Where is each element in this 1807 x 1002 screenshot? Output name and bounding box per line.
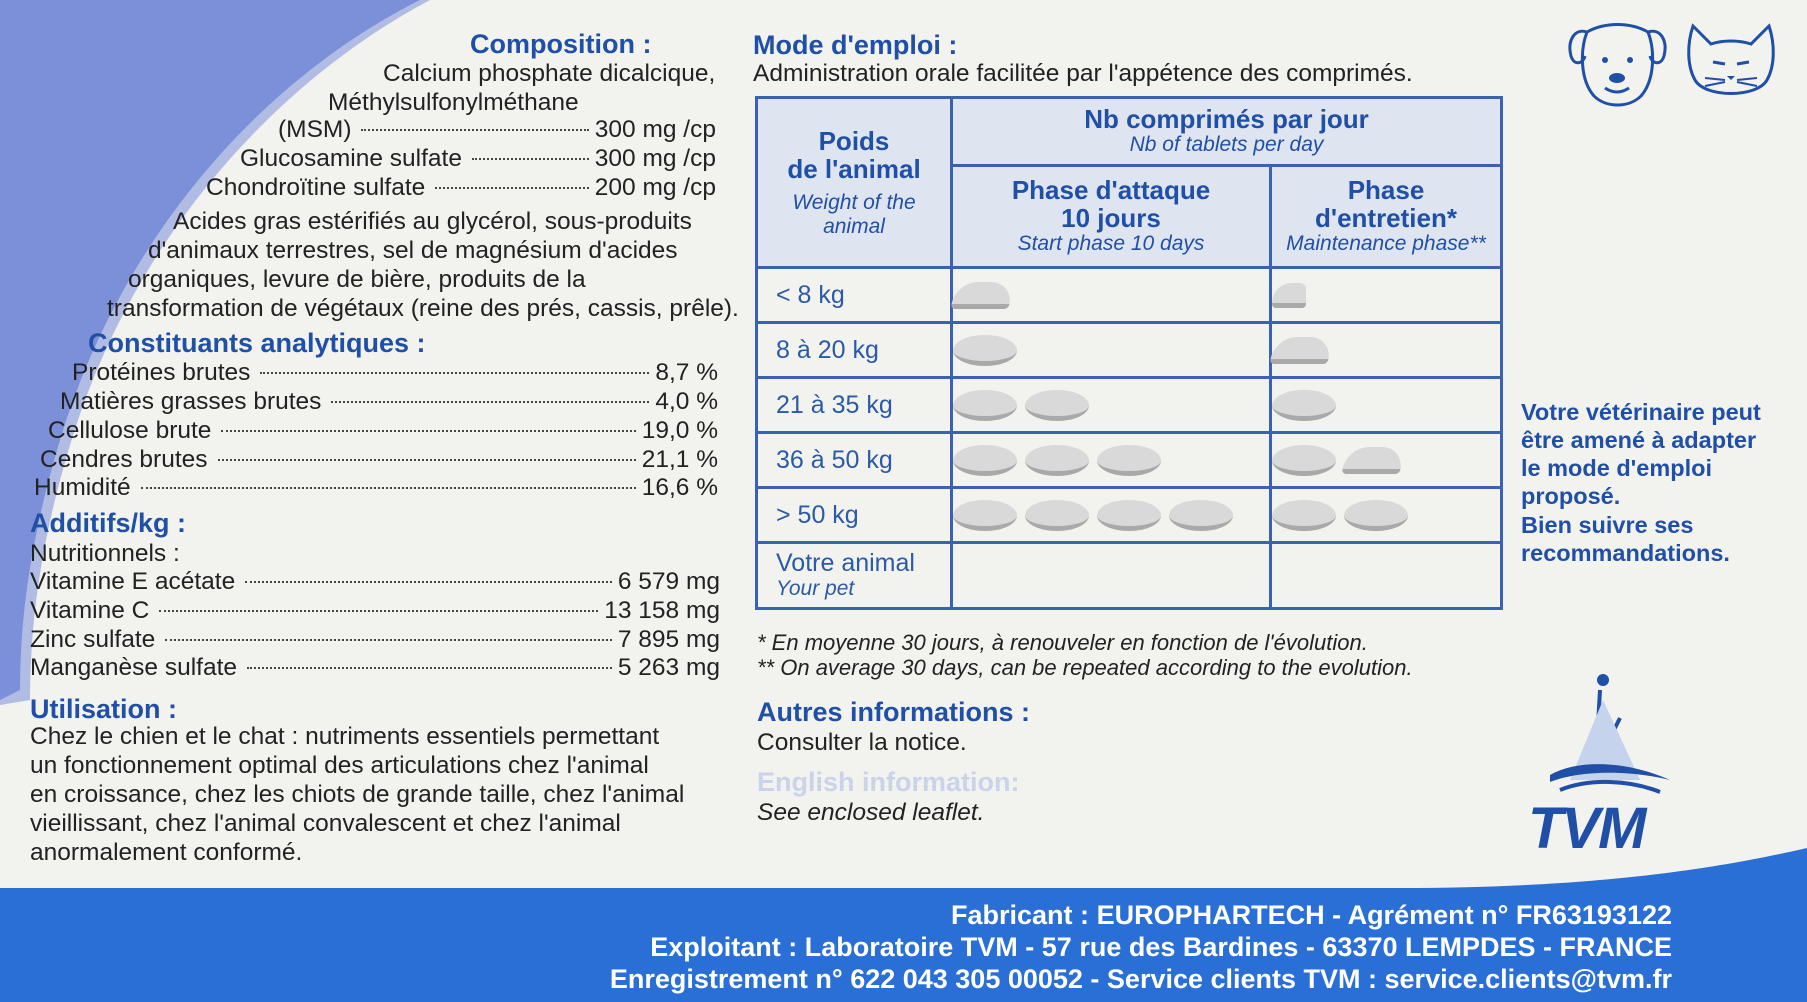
footnote-en: ** On average 30 days, can be repeated according to the evolution. bbox=[757, 655, 1413, 680]
utilisation-line: anormalement conformé. bbox=[30, 839, 303, 866]
additif-row: Vitamine E acétate 6 579 mg bbox=[30, 568, 720, 595]
tablet-icon bbox=[1344, 500, 1408, 531]
tablet-icon bbox=[1025, 445, 1089, 476]
autres-title: Autres informations : bbox=[757, 697, 1031, 727]
english-info-title: English information: bbox=[757, 767, 1020, 797]
cat-icon bbox=[1685, 22, 1777, 106]
utilisation-line: un fonctionnement optimal des articulations chez l'animal bbox=[30, 752, 649, 779]
attack-tablets bbox=[952, 378, 1271, 433]
your-pet-attack-cell bbox=[952, 543, 1271, 609]
tablet-icon bbox=[1169, 500, 1233, 531]
your-pet-cell: Votre animal Your pet bbox=[757, 543, 952, 609]
composition-paragraph: Acides gras estérifiés au glycérol, sous-produits bbox=[173, 208, 692, 235]
operator-line: Exploitant : Laboratoire TVM - 57 rue des Bardines - 63370 LEMPDES - FRANCE bbox=[650, 932, 1672, 962]
half-tablet-icon bbox=[951, 282, 1014, 309]
additif-row: Manganèse sulfate 5 263 mg bbox=[30, 654, 720, 681]
tablet-icon bbox=[953, 390, 1017, 421]
maintenance-tablets bbox=[1271, 378, 1502, 433]
attack-tablets bbox=[952, 433, 1271, 488]
attack-tablets bbox=[952, 268, 1271, 323]
utilisation-line: en croissance, chez les chiots de grande taille, chez l'animal bbox=[30, 781, 685, 808]
english-info-text: See enclosed leaflet. bbox=[757, 799, 985, 826]
half-tablet-icon bbox=[1270, 337, 1333, 364]
constituant-row: Cendres brutes 21,1 % bbox=[40, 446, 718, 473]
composition-row: (MSM) 300 mg /cp bbox=[278, 116, 716, 143]
tablet-icon bbox=[1272, 500, 1336, 531]
your-pet-maintenance-cell bbox=[1271, 543, 1502, 609]
dosage-table bbox=[755, 96, 1503, 610]
additif-row: Zinc sulfate 7 895 mg bbox=[30, 626, 720, 653]
composition-paragraph: d'animaux terrestres, sel de magnésium d'acides bbox=[148, 237, 678, 264]
advice-line: recommandations. bbox=[1521, 540, 1730, 566]
footnote-fr: * En moyenne 30 jours, à renouveler en fonction de l'évolution. bbox=[757, 630, 1368, 655]
maintenance-tablets bbox=[1271, 323, 1502, 378]
footer-curve bbox=[0, 848, 1807, 908]
composition-paragraph: organiques, levure de bière, produits de la bbox=[128, 266, 586, 293]
tablet-icon bbox=[1025, 390, 1089, 421]
tablet-icon bbox=[953, 445, 1017, 476]
constituant-row: Matières grasses brutes 4,0 % bbox=[60, 388, 718, 415]
half-tablet-icon bbox=[1342, 447, 1405, 474]
dog-icon bbox=[1565, 20, 1670, 108]
tablet-icon bbox=[1097, 500, 1161, 531]
composition-line: Calcium phosphate dicalcique, bbox=[383, 60, 716, 87]
maintenance-phase-header: Phase d'entretien* Maintenance phase** bbox=[1271, 165, 1502, 267]
quarter-tablet-icon bbox=[1272, 283, 1306, 308]
additifs-title: Additifs/kg : bbox=[30, 508, 186, 538]
tvm-logo-emblem bbox=[1540, 670, 1680, 800]
tablet-icon bbox=[953, 500, 1017, 531]
advice-line: être amené à adapter bbox=[1521, 427, 1757, 453]
constituant-row: Humidité 16,6 % bbox=[34, 474, 718, 501]
advice-line: Votre vétérinaire peut bbox=[1521, 399, 1761, 425]
weight-cell: 21 à 35 kg bbox=[757, 378, 952, 433]
registration-line: Enregistrement n° 622 043 305 00052 - Service clients TVM : service.clients@tvm.fr bbox=[609, 964, 1672, 994]
manufacturer-line: Fabricant : EUROPHARTECH - Agrément n° FR63193122 bbox=[951, 900, 1672, 930]
composition-paragraph: transformation de végétaux (reine des prés, cassis, prêle). bbox=[107, 295, 739, 322]
composition-title: Composition : bbox=[470, 29, 652, 59]
mode-title: Mode d'emploi : bbox=[753, 30, 958, 60]
composition-row: Glucosamine sulfate 300 mg /cp bbox=[240, 145, 716, 172]
tablet-icon bbox=[1272, 390, 1336, 421]
weight-cell: < 8 kg bbox=[757, 268, 952, 323]
weight-header: Poids de l'animal Weight of the animal bbox=[757, 98, 952, 268]
utilisation-line: Chez le chien et le chat : nutriments essentiels permettant bbox=[30, 723, 660, 750]
advice-line: le mode d'emploi bbox=[1521, 455, 1713, 481]
brand-logo: TVM bbox=[1528, 796, 1645, 861]
autres-text: Consulter la notice. bbox=[757, 729, 967, 756]
additifs-subtitle: Nutritionnels : bbox=[30, 540, 180, 567]
attack-tablets bbox=[952, 488, 1271, 543]
maintenance-tablets bbox=[1271, 433, 1502, 488]
constituant-row: Cellulose brute 19,0 % bbox=[48, 417, 718, 444]
advice-line: proposé. bbox=[1521, 483, 1621, 509]
maintenance-tablets bbox=[1271, 488, 1502, 543]
composition-line: Méthylsulfonylméthane bbox=[328, 89, 579, 116]
tablet-icon bbox=[1097, 445, 1161, 476]
weight-cell: > 50 kg bbox=[757, 488, 952, 543]
tablet-icon bbox=[953, 335, 1017, 366]
advice-line: Bien suivre ses bbox=[1521, 512, 1694, 538]
tablet-icon bbox=[1272, 445, 1336, 476]
tablet-icon bbox=[1025, 500, 1089, 531]
tablets-header: Nb comprimés par jour Nb of tablets per day bbox=[952, 98, 1502, 166]
weight-cell: 36 à 50 kg bbox=[757, 433, 952, 488]
additif-row: Vitamine C 13 158 mg bbox=[30, 597, 720, 624]
attack-tablets bbox=[952, 323, 1271, 378]
maintenance-tablets bbox=[1271, 268, 1502, 323]
utilisation-title: Utilisation : bbox=[30, 694, 177, 724]
constituants-title: Constituants analytiques : bbox=[88, 328, 426, 358]
composition-row: Chondroïtine sulfate 200 mg /cp bbox=[206, 174, 716, 201]
mode-intro: Administration orale facilitée par l'appétence des comprimés. bbox=[753, 60, 1413, 87]
utilisation-line: vieillissant, chez l'animal convalescent et chez l'animal bbox=[30, 810, 621, 837]
weight-cell: 8 à 20 kg bbox=[757, 323, 952, 378]
constituant-row: Protéines brutes 8,7 % bbox=[72, 359, 718, 386]
attack-phase-header: Phase d'attaque 10 jours Start phase 10 days bbox=[952, 165, 1271, 267]
